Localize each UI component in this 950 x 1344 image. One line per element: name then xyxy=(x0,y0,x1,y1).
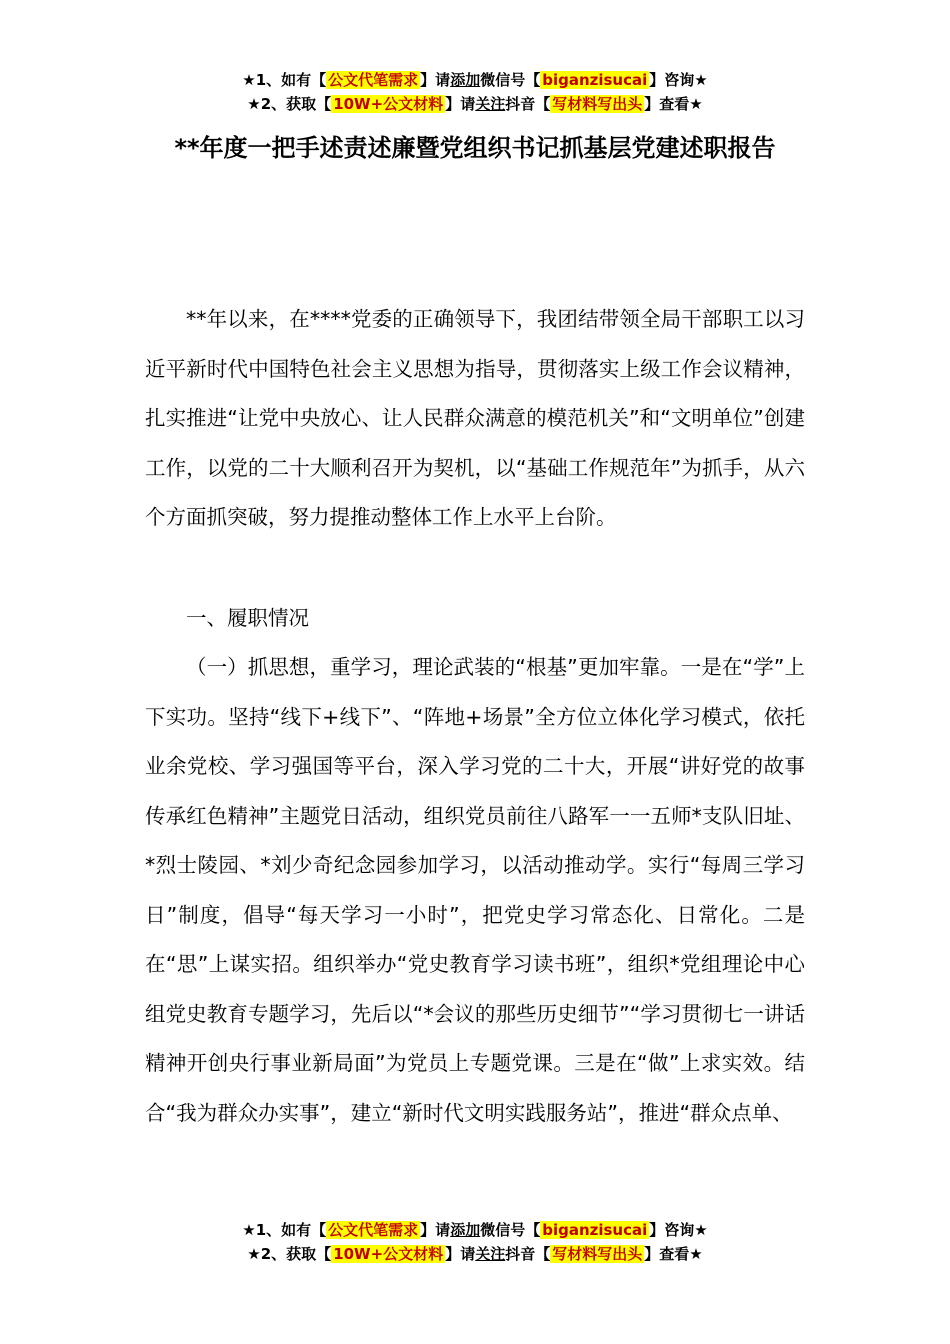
footer-banner xyxy=(0,1218,950,1266)
banner-text: 】查看★ xyxy=(644,95,703,113)
banner-highlight: 写材料写出头 xyxy=(552,1245,643,1263)
banner-line-2 xyxy=(0,92,950,116)
section-paragraph-text: （一）抓思想，重学习，理论武装的“根基”更加牢靠。一是在“学”上下实功。坚持“线下+线下”、“阵地+场景”全方位立体化学习模式，依托业余党校、学习强国等平台，深入学习党的二十大，开展“讲好党的故事传承红色精神”主题党日活动，组织党员前往八路军一一五师*支队旧址、*烈士陵园、*刘少奇纪念园参加学习，以活动推动学。实行“每周三学习日”制度，倡导“每天学习一小时”，把党史学习常态化、日常化。二是在“思”上谋实招。组织举办“党史教育学习读书班”，组织*党组理论中心组党史教育专题学习，先后以“*会议的那些历史细节”“学习贯彻七一讲话精神开创央行事业新局面”为党员上专题党课。三是在“做”上求实效。结合“我为群众办实事”，建立“新时代文明实践服务站”，推进“群众点单、 xyxy=(145,655,805,1125)
section-heading xyxy=(145,594,805,644)
banner-highlight: 公文代笔需求 xyxy=(328,1221,419,1239)
banner-highlight: 公文代笔需求 xyxy=(328,71,419,89)
banner-line-1 xyxy=(0,68,950,92)
banner-line-2 xyxy=(0,1242,950,1266)
banner-underline: 添加 xyxy=(450,71,481,89)
intro-paragraph xyxy=(145,295,805,543)
banner-text: 】咨询★ xyxy=(649,71,708,89)
banner-underline: 关注 xyxy=(475,95,506,113)
banner-underline: 添加 xyxy=(450,1221,481,1239)
banner-text: 】请 xyxy=(420,1221,451,1239)
header-banner xyxy=(0,68,950,116)
banner-text: 抖音【 xyxy=(505,1245,551,1263)
intro-text: **年以来，在****党委的正确领导下，我团结带领全局干部职工以习近平新时代中国特色社会主义思想为指导，贯彻落实上级工作会议精神，扎实推进“让党中央放心、让人民群众满意的模范机关”和“文明单位”创建工作，以党的二十大顺利召开为契机，以“基础工作规范年”为抓手，从六个方面抓突破，努力提推动整体工作上水平上台阶。 xyxy=(145,307,805,529)
banner-text: 抖音【 xyxy=(505,95,551,113)
banner-highlight: biganzisucai xyxy=(542,71,648,89)
banner-text: 】查看★ xyxy=(644,1245,703,1263)
banner-highlight: 10W+公文材料 xyxy=(333,95,444,113)
section-paragraph xyxy=(145,643,805,1138)
banner-text: 】请 xyxy=(420,71,451,89)
banner-text: 】请 xyxy=(445,1245,476,1263)
banner-highlight: biganzisucai xyxy=(542,1221,648,1239)
banner-text: ★1、如有【 xyxy=(242,71,327,89)
banner-text: 】咨询★ xyxy=(649,1221,708,1239)
section-heading-text: 一、履职情况 xyxy=(186,606,309,630)
banner-text: 微信号【 xyxy=(480,71,541,89)
banner-text: 】请 xyxy=(445,95,476,113)
banner-text: ★2、获取【 xyxy=(247,1245,332,1263)
banner-text: ★2、获取【 xyxy=(247,95,332,113)
banner-highlight: 10W+公文材料 xyxy=(333,1245,444,1263)
banner-text: ★1、如有【 xyxy=(242,1221,327,1239)
banner-underline: 关注 xyxy=(475,1245,506,1263)
banner-line-1 xyxy=(0,1218,950,1242)
document-title: **年度一把手述责述廉暨党组织书记抓基层党建述职报告 xyxy=(174,134,776,162)
banner-text: 微信号【 xyxy=(480,1221,541,1239)
banner-highlight: 写材料写出头 xyxy=(552,95,643,113)
